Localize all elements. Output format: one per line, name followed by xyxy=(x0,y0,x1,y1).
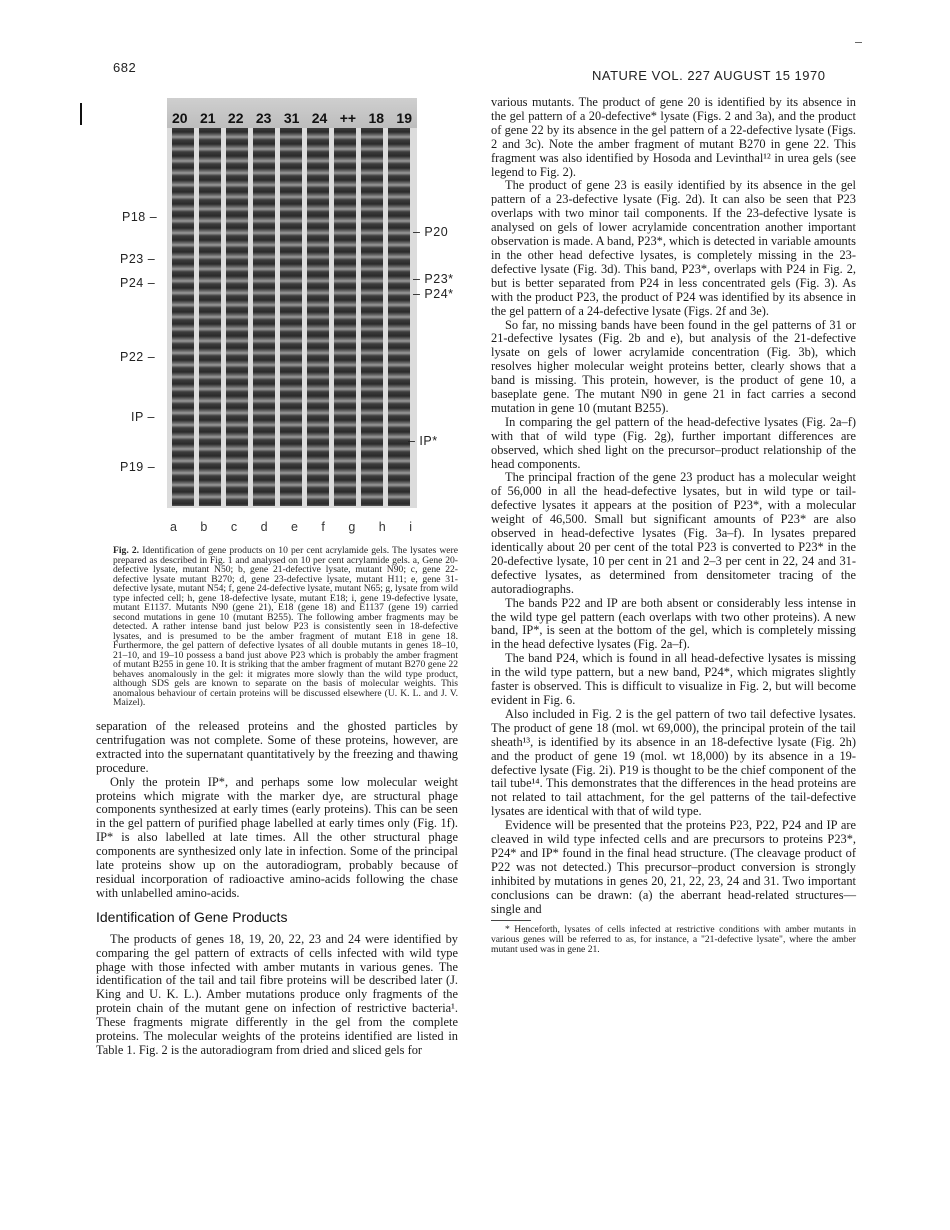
gel-column-label: 19 xyxy=(396,110,412,126)
gel-autoradiogram xyxy=(167,98,417,508)
body-paragraph: So far, no missing bands have been found in the gel patterns of 31 or 21-defective lysates (Fig. 2b and e), but analysis of the 21-defective lysate on gels of lower acrylamide concentration (Fig. 3b), which resolves higher molecular weight proteins better, clearly shows that a band is missing. This protein, however, is the product of gene 10, a baseplate gene. The mutant N90 in gene 21 in fact carries a second mutation in gene 10 (mutant B255). xyxy=(491,317,856,415)
lane-letter: f xyxy=(321,520,325,534)
body-paragraph: In comparing the gel pattern of the head-defective lysates (Fig. 2a–f) with that of wild type (Fig. 2g), further important differences are observed, which shed light on the precursor–product relationship of the head components. xyxy=(491,414,856,471)
body-paragraph: The products of genes 18, 19, 20, 22, 23 and 24 were identified by comparing the gel pattern of extracts of cells infected with wild type phage with those infected with amber mutants in various genes. The identification of the tail and tail fibre proteins will be described later (J. King and U. K. L.). Amber mutations produce only fragments of the protein chain of the mutant gene on infection of restrictive bacteria¹. These fragments migrate differently in the gel from the complete proteins. The molecular weights of the proteins identified are listed in Table 1. Fig. 2 is the autoradiogram from dried and sliced gels for xyxy=(96,931,458,1057)
lane-letter: d xyxy=(260,520,268,534)
margin-bar xyxy=(80,103,82,125)
body-paragraph: The bands P22 and IP are both absent or considerably less intense in the wild type gel pattern (each overlaps with two other proteins). A new band, IP*, is seen at the bottom of the gel, which is completely missing in the head defective lysates (Fig. 2a–f). xyxy=(491,595,856,652)
gel-lane xyxy=(280,128,302,506)
gel-column-labels xyxy=(172,110,412,126)
body-paragraph: The band P24, which is found in all head-defective lysates is missing in the wild type pattern, but a new band, P24*, which migrates slightly faster is observed. This is difficult to visualize in Fig. 2, but will become evident in Fig. 6. xyxy=(491,651,856,707)
left-column xyxy=(96,720,458,1058)
footnote: * Henceforth, lysates of cells infected at restrictive conditions with amber mutants in various genes will be referred to as, for instance, a "21-defective lysate", where the amber mutant used was in gene 21. xyxy=(491,924,856,956)
lane-letter: g xyxy=(348,520,356,534)
band-label-ip-star: – IP* xyxy=(408,434,438,448)
gel-column-label: 22 xyxy=(227,110,244,126)
lane-letter: h xyxy=(378,520,386,534)
caption-label: Fig. 2. xyxy=(113,545,140,556)
gel-column-label: 31 xyxy=(283,110,300,126)
band-label-p20: – P20 xyxy=(413,225,449,239)
journal-header: NATURE VOL. 227 AUGUST 15 1970 xyxy=(592,68,826,83)
gel-column-label: 20 xyxy=(172,110,188,126)
gel-lane xyxy=(253,128,275,506)
gel-column-label: 21 xyxy=(199,110,216,126)
body-paragraph: The product of gene 23 is easily identified by its absence in the gel pattern of a 23-defective lysate (Fig. 2d). It can also be seen that P23 overlaps with two minor tail components. If the 23-defective lysate is analysed on gels of lower acrylamide concentration another important observation is made. A band, P23*, which is detected in variable amounts in the other head defective lysates, is completely missing in the 23-defective lysate (Fig. 3d). This band, P23*, overlaps with P24 in Fig. 2, but is better separated from P24 in less concentrated gels (Fig. 3). As with the product P23, the product of P24 was identified by its absence in the gel pattern of a 24-defective lysate (Figs. 2f and 3e). xyxy=(491,178,856,318)
lane-letter: e xyxy=(290,520,298,534)
lane-letter: c xyxy=(230,520,238,534)
gel-lane xyxy=(172,128,194,506)
lane-letter: i xyxy=(409,520,412,534)
footnote-rule xyxy=(491,920,531,921)
body-paragraph: Only the protein IP*, and perhaps some low molecular weight proteins which migrate with the marker dye, are structural phage components synthesized at early times (early proteins). This can be seen in the gel pattern of purified phage labelled at early times only (Fig. 1f). IP* is also labelled at late times. All the other structural phage components are synthesized only late in infection. Some of the principal late proteins show up on the autoradiogram, probably because of residual incorporation of radioactive amino-acids following the chase with unlabelled amino-acids. xyxy=(96,774,458,900)
band-label-p23: P23 – xyxy=(120,252,156,266)
gel-lane xyxy=(388,128,410,506)
right-column xyxy=(491,96,856,955)
lane-letter: a xyxy=(170,520,177,534)
gel-lane xyxy=(334,128,356,506)
gel-lane xyxy=(361,128,383,506)
body-paragraph: various mutants. The product of gene 20 is identified by its absence in the gel pattern of a 20-defective* lysate (Figs. 2 and 3a), and the product of gene 22 by its absence in the gel pattern of a 22-defective lysate (Figs. 2 and 3c). Note the amber fragment of mutant B270 in gene 22. This fragment was also identified by Hosoda and Levinthal¹² in urea gels (see legend to Fig. 2). xyxy=(491,95,856,179)
margin-mark xyxy=(855,42,862,43)
lane-letters xyxy=(170,520,412,534)
caption-text: Identification of gene products on 10 per cent acrylamide gels. The lysates were prepared as described in Fig. 1 and analysed on 10 per cent acrylamide gels. a, Gene 20-defective lysate, mutant N50; b, gene 21-defective lysate, mutant N90; c, gene 22-defective lysate mutant B270; d, gene 23-defective lysate, mutant H11; e, gene 31-defective lysate, mutant N54; f, gene 24-defective lysate, mutant N65; g, lysate from wild type infected cell; h, gene 18-defective lysate, mutant E18; i, gene 19-defective lysate, mutant E1137. Mutants N90 (gene 21), E18 (gene 18) and E1137 (gene 19) carried second mutations in gene 10 (mutant B255). The following amber fragments may be detected. A rather intense band just below P23 is consistently seen in 18-defective lysates, and is presumed to be the amber fragment of mutant E18 in gene 18. Furthermore, the gel pattern of defective lysates of all double mutants in genes 18–10, 21–10, and 19–10 possess a band just above P23 which is probably the amber fragment of mutant B255 in gene 10. It is striking that the amber fragment of mutant B270 gene 22 behaves anomalously in the gel: it migrates more slowly than the wild type product, although SDS gels are known to separate on the basis of molecular weights. This anomalous behaviour of certain proteins will be discussed elsewhere (U. K. L. and J. V. Maizel). xyxy=(113,545,458,708)
band-label-p19: P19 – xyxy=(120,460,156,474)
band-label-p24: P24 – xyxy=(120,276,156,290)
gel-column-label: ++ xyxy=(339,110,357,126)
page-number: 682 xyxy=(113,60,137,75)
gel-lane xyxy=(226,128,248,506)
band-label-p24-star: – P24* xyxy=(413,287,454,301)
gel-column-label: 23 xyxy=(255,110,272,126)
gel-lane xyxy=(307,128,329,506)
band-label-p22: P22 – xyxy=(120,350,156,364)
section-heading: Identification of Gene Products xyxy=(96,908,288,925)
gel-column-label: 18 xyxy=(368,110,385,126)
body-paragraph: The principal fraction of the gene 23 product has a molecular weight of 56,000 in all the head-defective lysates, but in wild type or tail-defective lysates it appears at the position of P23*, with a molecular weight of 46,500. Small but significant amounts of P23* are also observed in head-defective lysates (Fig. 3a–f). In lysates prepared identically about 20 per cent of the total P23 is converted to P23* in the 20-defective lysate, 10 per cent in 21 and 2–3 per cent in 22, 24 and 31-defective lysates, as determined from densitometer tracing of the autoradiographs. xyxy=(491,470,856,596)
band-label-p18: P18 – xyxy=(122,210,158,224)
body-paragraph: Evidence will be presented that the proteins P23, P22, P24 and IP are cleaved in wild type infected cells and are precursors to proteins P23*, P24* and IP* found in the final head structure. (The cleavage product of P22 was not detected.) This precursor–product conversion is strongly inhibited by mutations in genes 20, 21, 22, 23, 24 and 31. Two important conclusions can be drawn: (a) the aberrant head-related structures—single and xyxy=(491,818,856,916)
figure-caption xyxy=(113,546,458,708)
body-paragraph: Also included in Fig. 2 is the gel pattern of two tail defective lysates. The product of gene 18 (mol. wt 69,000), the principal protein of the tail sheath¹³, is identified by its absence in an 18-defective lysate (Fig. 2h) and the product of gene 19 (mol. wt 18,000) by its absence in a 19-defective lysate (Fig. 2i). P19 is thought to be the chief component of the tail tube¹⁴. This demonstrates that the differences in the head proteins are not related to tail attachment, for the gel patterns of the tail-defective lysates are identical with that of wild type. xyxy=(491,706,856,819)
gel-lane xyxy=(199,128,221,506)
gel-column-label: 24 xyxy=(311,110,328,126)
lane-letter: b xyxy=(200,520,208,534)
band-label-ip: IP – xyxy=(131,410,156,424)
body-paragraph: separation of the released proteins and the ghosted particles by centrifugation was not complete. Some of these proteins, however, are extracted into the supernatant quantitatively by the freezing and thawing procedure. xyxy=(96,719,458,775)
band-label-p23-star: – P23* xyxy=(413,272,454,286)
